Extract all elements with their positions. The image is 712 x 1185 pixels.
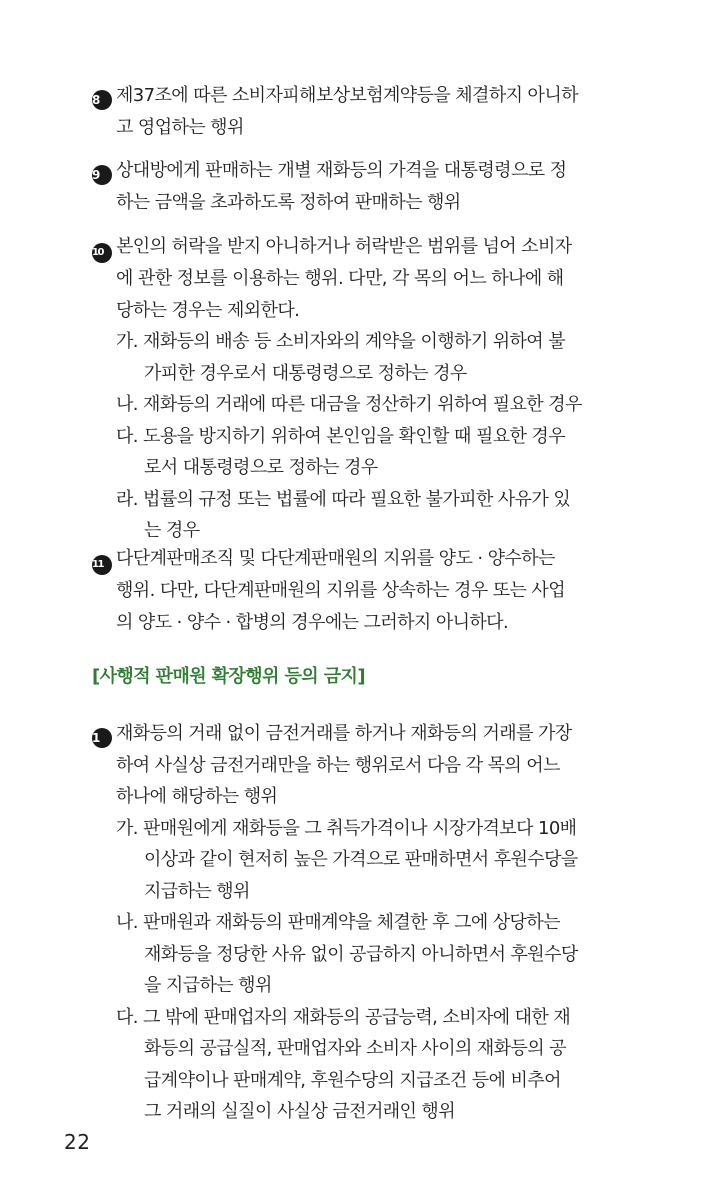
- sub-item-text-line: 을 지급하는 행위: [144, 975, 272, 996]
- list-item-11: [92, 543, 618, 638]
- sub-item-text-line: 화등의 공급실적, 판매업자와 소비자 사이의 재화등의 공: [144, 1038, 566, 1059]
- item-text-line: 에 관한 정보를 이용하는 행위. 다만, 각 목의 어느 하나에 해: [116, 268, 564, 289]
- sub-item-ga: 가. 판매원에게 재화등을 그 취득가격이나 시장가격보다 10배: [116, 817, 577, 839]
- circled-number-10: 10: [92, 243, 112, 263]
- list-item-9: [92, 155, 618, 218]
- page-number: 22: [64, 1130, 91, 1154]
- item-text-line: 하여 사실상 금전거래만을 하는 행위로서 다음 각 목의 어느: [116, 754, 560, 776]
- circled-number-11: 11: [92, 555, 112, 575]
- sub-item-text-line: 급계약이나 판매계약, 후원수당의 지급조건 등에 비추어: [144, 1069, 561, 1091]
- item-text-line: 하나에 해당하는 행위: [116, 786, 278, 807]
- sub-item-text-line: 재화등을 정당한 사유 없이 공급하지 아니하면서 후원수당: [144, 943, 578, 965]
- item-text-line: 고 영업하는 행위: [116, 116, 244, 138]
- sub-item-ga: 가. 재화등의 배송 등 소비자와의 계약을 이행하기 위하여 불: [116, 331, 566, 352]
- sub-item-text-line: 는 경우: [144, 520, 200, 541]
- item-text-line: 의 양도 · 양수 · 합병의 경우에는 그러하지 아니하다.: [116, 611, 509, 633]
- item-text-line: 재화등의 거래 없이 금전거래를 하거나 재화등의 거래를 가장: [116, 723, 572, 744]
- circled-number-1: 1: [92, 728, 112, 748]
- item-text-line: 당하는 경우는 제외한다.: [116, 299, 300, 321]
- circled-number-9: 9: [92, 165, 112, 185]
- item-text-line: 상대방에게 판매하는 개별 재화등의 가격을 대통령령으로 정: [116, 160, 567, 181]
- sub-item-text-line: 가피한 경우로서 대통령령으로 정하는 경우: [144, 362, 467, 384]
- sub-item-ra: 라. 법률의 규정 또는 법률에 따라 필요한 불가피한 사유가 있: [116, 488, 571, 510]
- section-heading: [사행적 판매원 확장행위 등의 금지]: [92, 666, 365, 687]
- item-text-line: 하는 금액을 초과하도록 정하여 판매하는 행위: [116, 191, 461, 213]
- sub-item-text-line: 그 거래의 실질이 사실상 금전거래인 행위: [144, 1101, 456, 1122]
- sub-item-text-line: 이상과 같이 현저히 높은 가격으로 판매하면서 후원수당을: [144, 849, 578, 870]
- sub-item-text-line: 로서 대통령령으로 정하는 경우: [144, 457, 378, 478]
- item-text-line: 행위. 다만, 다단계판매원의 지위를 상속하는 경우 또는 사업: [116, 580, 566, 601]
- list-item-8: [92, 80, 618, 143]
- item-text-line: 제37조에 따른 소비자피해보상보험계약등을 체결하지 아니하: [116, 85, 578, 106]
- sub-item-na: 나. 재화등의 거래에 따른 대금을 정산하기 위하여 필요한 경우: [116, 394, 582, 415]
- sub-item-da: 다. 도용을 방지하기 위하여 본인임을 확인할 때 필요한 경우: [116, 425, 566, 447]
- sub-item-na: 나. 판매원과 재화등의 판매계약을 체결한 후 그에 상당하는: [116, 912, 560, 933]
- list-item-1: [92, 718, 618, 1128]
- sub-item-text-line: 지급하는 행위: [144, 880, 250, 902]
- sub-item-da: 다. 그 밖에 판매업자의 재화등의 공급능력, 소비자에 대한 재: [116, 1006, 571, 1028]
- circled-number-8: 8: [92, 90, 112, 110]
- item-text-line: 본인의 허락을 받지 아니하거나 허락받은 범위를 넘어 소비자: [116, 236, 572, 257]
- item-text-line: 다단계판매조직 및 다단계판매원의 지위를 양도 · 양수하는: [116, 548, 555, 569]
- list-item-10: [92, 231, 618, 547]
